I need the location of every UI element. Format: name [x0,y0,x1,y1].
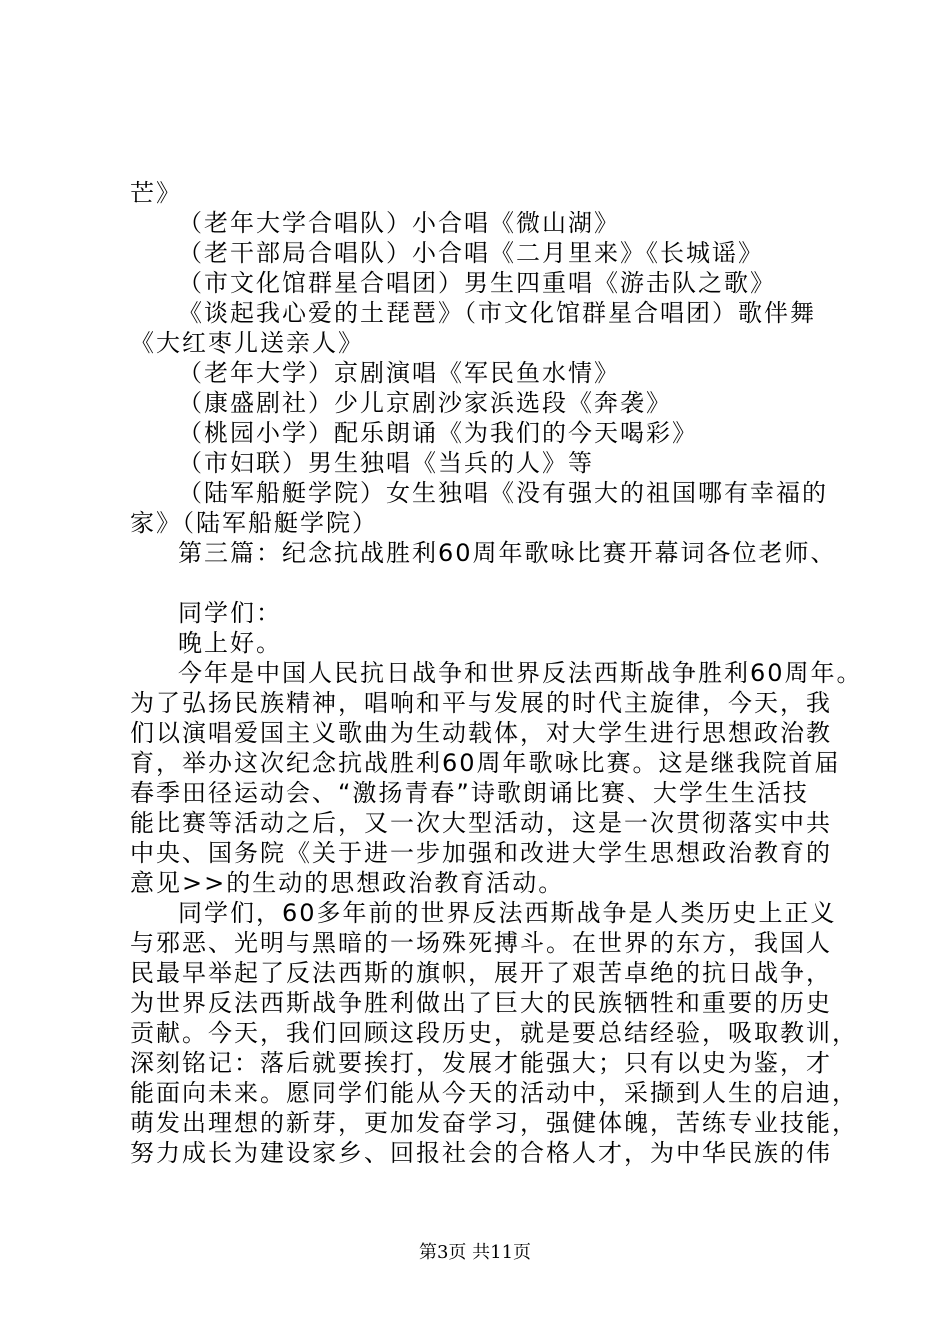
text-line: 为了弘扬民族精神，唱响和平与发展的时代主旋律，今天，我 [130,689,832,717]
text-line: 为世界反法西斯战争胜利做出了巨大的民族牺牲和重要的历史 [130,989,832,1017]
text-line: （老干部局合唱队）小合唱《二月里来》《长城谣》 [178,239,764,267]
section-heading: 第三篇：纪念抗战胜利60周年歌咏比赛开幕词各位老师、 [178,539,837,567]
text-line: 晚上好。 [178,629,282,657]
text-line: 意见>>的生动的思想政治教育活动。 [130,869,565,897]
text-line: 与邪恶、光明与黑暗的一场殊死搏斗。在世界的东方，我国人 [130,929,832,957]
text-line: 深刻铭记：落后就要挨打，发展才能强大；只有以史为鉴，才 [130,1049,832,1077]
text-line: 育，举办这次纪念抗战胜利60周年歌咏比赛。这是继我院首届 [130,749,841,777]
text-line: 芒》 [130,179,182,207]
text-line: 贡献。今天，我们回顾这段历史，就是要总结经验，吸取教训， [130,1019,858,1047]
text-line: 同学们： [178,599,282,627]
text-line: （陆军船艇学院）女生独唱《没有强大的祖国哪有幸福的 [178,479,828,507]
text-line: 们以演唱爱国主义歌曲为生动载体，对大学生进行思想政治教 [130,719,832,747]
text-line: 努力成长为建设家乡、回报社会的合格人才，为中华民族的伟 [130,1139,832,1167]
text-line: 家》（陆军船艇学院） [130,509,378,537]
text-line: （康盛剧社）少儿京剧沙家浜选段《奔袭》 [178,389,672,417]
text-line: 同学们，60多年前的世界反法西斯战争是人类历史上正义 [178,899,837,927]
text-line: 能比赛等活动之后，又一次大型活动，这是一次贯彻落实中共 [130,809,832,837]
page-number-footer: 第3页 共11页 [418,1242,532,1263]
text-line: 《谈起我心爱的土琵琶》（市文化馆群星合唱团）歌伴舞 [178,299,816,327]
text-line: 中央、国务院《关于进一步加强和改进大学生思想政治教育的 [130,839,832,867]
text-line: （市妇联）男生独唱《当兵的人》等 [178,449,594,477]
text-line: （老年大学）京剧演唱《军民鱼水情》 [178,359,620,387]
text-line: 能面向未来。愿同学们能从今天的活动中，采撷到人生的启迪， [130,1079,858,1107]
text-line: 民最早举起了反法西斯的旗帜，展开了艰苦卓绝的抗日战争， [130,959,832,987]
text-line: 《大红枣儿送亲人》 [130,329,364,357]
text-line: （市文化馆群星合唱团）男生四重唱《游击队之歌》 [178,269,776,297]
text-line: 萌发出理想的新芽，更加发奋学习，强健体魄，苦练专业技能， [130,1109,858,1137]
text-line: （桃园小学）配乐朗诵《为我们的今天喝彩》 [178,419,698,447]
text-line: 今年是中国人民抗日战争和世界反法西斯战争胜利60周年。 [178,659,863,687]
text-line: 春季田径运动会、“激扬青春”诗歌朗诵比赛、大学生生活技 [130,779,809,807]
text-line: （老年大学合唱队）小合唱《微山湖》 [178,209,620,237]
